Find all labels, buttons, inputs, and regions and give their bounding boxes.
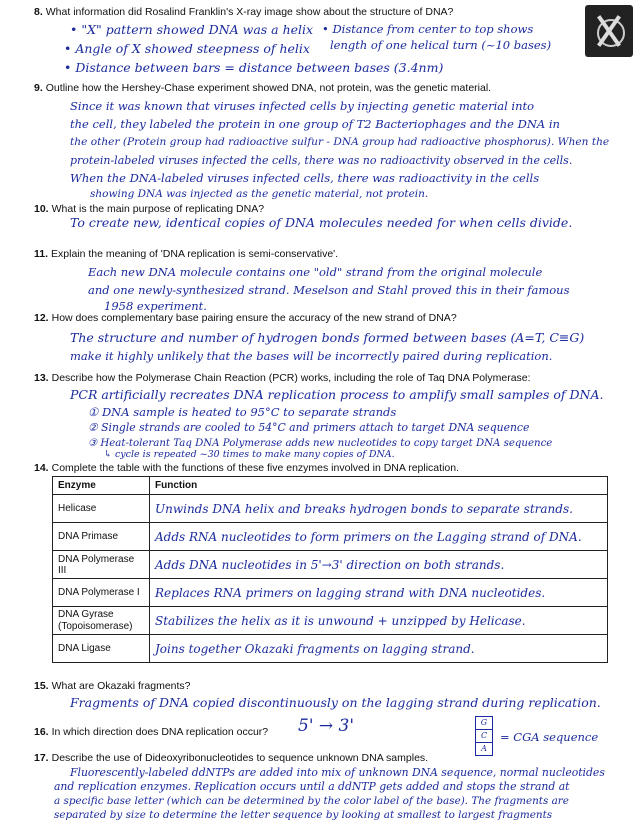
answer-9-line-6: showing DNA was injected as the genetic material, not protein. — [90, 188, 429, 200]
answer-9-line-5: When the DNA-labeled viruses infected cells, there was radioactivity in the cells — [70, 171, 540, 185]
question-9: 9. Outline how the Hershey-Chase experiment showed DNA, not protein, was the genetic material. — [34, 82, 492, 94]
question-10: 10. What is the main purpose of replicating DNA? — [34, 203, 265, 215]
question-8: 8. What information did Rosalind Franklin's X-ray image show about the structure of DNA? — [34, 6, 454, 18]
table-row — [53, 607, 608, 635]
enzyme-name: DNA Primase — [53, 523, 150, 551]
answer-10: To create new, identical copies of DNA molecules needed for when cells divide. — [70, 215, 573, 230]
answer-13-line-3: ② Single strands are cooled to 54°C and primers attach to target DNA sequence — [88, 421, 530, 434]
answer-9-line-2: the cell, they labeled the protein in one group of T2 Bacteriophages and the DNA in — [70, 117, 560, 131]
answer-13-line-1: PCR artificially recreates DNA replication process to amplify small samples of DNA. — [70, 387, 604, 402]
answer-8-line-1: • "X" pattern showed DNA was a helix — [70, 22, 314, 37]
enzyme-name: Helicase — [53, 495, 150, 523]
answer-17-line-4: separated by size to determine the letter sequence by looking at smallest to largest fragments — [54, 809, 553, 821]
table-row — [53, 579, 608, 607]
answer-17-line-2: and replication enzymes. Replication occurs until a ddNTP gets added and stops the strand at — [54, 780, 570, 793]
enzyme-name: DNA Polymerase III — [53, 551, 150, 579]
table-row — [53, 495, 608, 523]
answer-17-line-1: Fluorescently-labeled ddNTPs are added into mix of unknown DNA sequence, normal nucleotides — [70, 766, 605, 779]
answer-9-line-3: the other (Protein group had radioactive sulfur - DNA group had radioactive phosphorus). When the — [70, 136, 610, 148]
answer-9-line-4: protein-labeled viruses infected the cells, there was no radioactivity observed in the cells. — [70, 154, 573, 167]
question-13: 13. Describe how the Polymerase Chain Reaction (PCR) works, including the role of Taq DNA Polymerase: — [34, 372, 531, 384]
header-enzyme: Enzyme — [53, 477, 150, 495]
table-row — [53, 635, 608, 663]
enzyme-function: Joins together Okazaki fragments on lagging strand. — [150, 635, 608, 663]
answer-8-line-3: • Distance between bars = distance between bases (3.4nm) — [64, 60, 444, 75]
enzyme-name: DNA Ligase — [53, 635, 150, 663]
enzyme-name: DNA Polymerase I — [53, 579, 150, 607]
gel-diagram — [475, 716, 493, 756]
header-function: Function — [150, 477, 608, 495]
answer-9-line-1: Since it was known that viruses infected cells by injecting genetic material into — [70, 99, 535, 113]
enzyme-function: Replaces RNA primers on lagging strand with DNA nucleotides. — [150, 579, 608, 607]
answer-8-line-4: • Distance from center to top shows — [322, 22, 534, 36]
answer-15: Fragments of DNA copied discontinuously on the lagging strand during replication. — [70, 695, 601, 710]
xray-diffraction-image — [585, 5, 633, 57]
enzyme-table — [52, 476, 608, 663]
gel-band: C — [476, 730, 492, 743]
question-15: 15. What are Okazaki fragments? — [34, 680, 191, 692]
answer-11-line-3: 1958 experiment. — [104, 299, 207, 313]
answer-16: 5' → 3' — [298, 716, 355, 736]
table-header-row — [53, 477, 608, 495]
enzyme-function: Adds RNA nucleotides to form primers on the Lagging strand of DNA. — [150, 523, 608, 551]
question-17: 17. Describe the use of Dideoxyribonucleotides to sequence unknown DNA samples. — [34, 752, 429, 764]
enzyme-function: Stabilizes the helix as it is unwound + unzipped by Helicase. — [150, 607, 608, 635]
answer-8-line-2: • Angle of X showed steepness of helix — [64, 41, 310, 56]
question-12: 12. How does complementary base pairing ensure the accuracy of the new strand of DNA? — [34, 312, 457, 324]
answer-8-line-5: length of one helical turn (~10 bases) — [330, 38, 552, 52]
answer-13-line-5: ↳ cycle is repeated ~30 times to make many copies of DNA. — [104, 449, 395, 460]
answer-11-line-2: and one newly-synthesized strand. Meselson and Stahl proved this in their famous — [88, 283, 570, 297]
enzyme-function: Adds DNA nucleotides in 5'→3' direction on both strands. — [150, 551, 608, 579]
question-14: 14. Complete the table with the functions of these five enzymes involved in DNA replication. — [34, 462, 459, 474]
answer-13-line-2: ① DNA sample is heated to 95°C to separate strands — [88, 405, 397, 419]
gel-band: A — [476, 743, 492, 756]
table-row — [53, 551, 608, 579]
gel-band: G — [476, 717, 492, 730]
answer-17-line-3: a specific base letter (which can be determined by the color label of the base). The fragments are — [54, 795, 569, 807]
table-row — [53, 523, 608, 551]
enzyme-function: Unwinds DNA helix and breaks hydrogen bonds to separate strands. — [150, 495, 608, 523]
question-16: 16. In which direction does DNA replication occur? — [34, 726, 269, 738]
answer-12-line-1: The structure and number of hydrogen bonds formed between bases (A=T, C≡G) — [70, 330, 585, 345]
answer-12-line-2: make it highly unlikely that the bases will be incorrectly paired during replication. — [70, 349, 553, 363]
answer-11-line-1: Each new DNA molecule contains one "old" strand from the original molecule — [88, 265, 543, 279]
gel-sequence-note: = CGA sequence — [500, 730, 599, 744]
answer-13-line-4: ③ Heat-tolerant Taq DNA Polymerase adds new nucleotides to copy target DNA sequence — [88, 438, 553, 449]
question-11: 11. Explain the meaning of 'DNA replication is semi-conservative'. — [34, 248, 339, 260]
enzyme-name: DNA Gyrase (Topoisomerase) — [53, 607, 150, 635]
